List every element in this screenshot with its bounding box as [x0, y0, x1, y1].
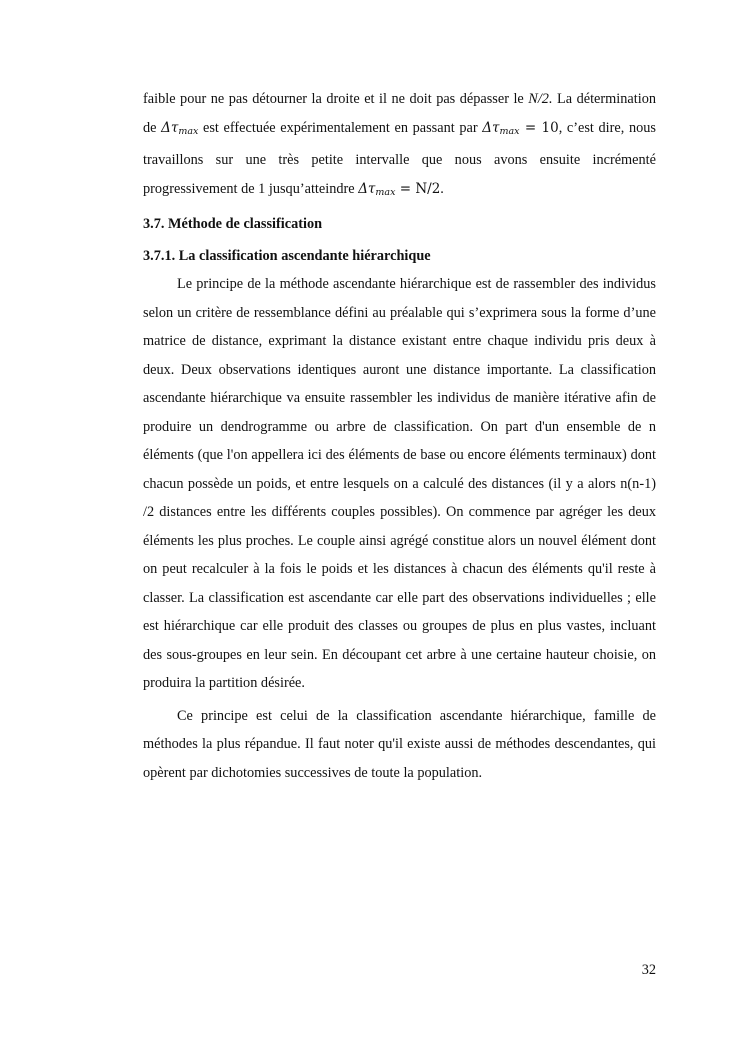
delta-tau-max-1: $\Delta\tau_{max}$ — [161, 119, 199, 137]
intro-paragraph — [143, 85, 656, 207]
intro-end: . — [440, 180, 444, 197]
document-page — [143, 85, 656, 787]
delta-tau-max-2: $\Delta\tau_{max}$ — [482, 119, 520, 137]
delta-tau-max-3: $\Delta\tau_{max}$ — [358, 180, 396, 198]
equals-n-half: = N/2 — [395, 180, 441, 197]
body-paragraph-2: Ce principe est celui de la classification ascendante hiérarchique, famille de méthodes la plus répandue. Il faut noter qu'il existe aussi de méthodes descendantes, qui opèrent par dichotomies successives de toute la population. — [143, 707, 656, 781]
intro-text-3: est effectuée expérimentalement en passant par — [198, 119, 483, 136]
subsection-heading: 3.7.1. La classification ascendante hiérarchique — [143, 247, 431, 264]
intro-text-4: , c’est dire, nous travaillons sur une très petite intervalle que nous avons ensuite incrémenté progressivement de 1 jusqu’atteindre — [143, 119, 656, 197]
section-heading: 3.7. Méthode de classification — [143, 216, 323, 232]
body-paragraph-1: Le principe de la méthode ascendante hiérarchique est de rassembler des individus selon un critère de ressemblance défini au préalable qui s’exprimera sous la forme d’une matrice de distance, exprimant la distance existant entre chaque individu pris deux à deux. Deux observations identiques auront une distance importante. La classification ascendante hiérarchique va ensuite rassembler les individus de manière itérative afin de produire un dendrogramme ou arbre de classification. On part d'un ensemble de n éléments (que l'on appellera ici des éléments de base ou encore éléments terminaux) dont chacun possède un poids, et entre lesquels on a calculé des distances (il y a alors n(n-1) /2 distances entre les différents couples possibles). On commence par agréger les deux éléments les plus proches. Le couple ainsi agrégé constitue alors un nouvel élément dont on peut recalculer à la fois le poids et les distances à chacun des éléments qu'il reste à classer. La classification est ascendante car elle part des observations individuelles ; elle est hiérarchique car elle produit des classes ou groupes de plus en plus vastes, incluant des sous-groupes en leur sein. En découpant cet arbre à une certaine hauteur choisie, on produira la partition désirée. — [143, 276, 656, 691]
page-number: 32 — [641, 962, 656, 978]
intro-text-2: La détermination de — [143, 91, 656, 136]
intro-text-1: faible pour ne pas détourner la droite et il ne doit pas dépasser le — [143, 91, 529, 107]
intro-n-half: N/2. — [528, 91, 553, 107]
equals-ten: = 10 — [519, 119, 559, 136]
